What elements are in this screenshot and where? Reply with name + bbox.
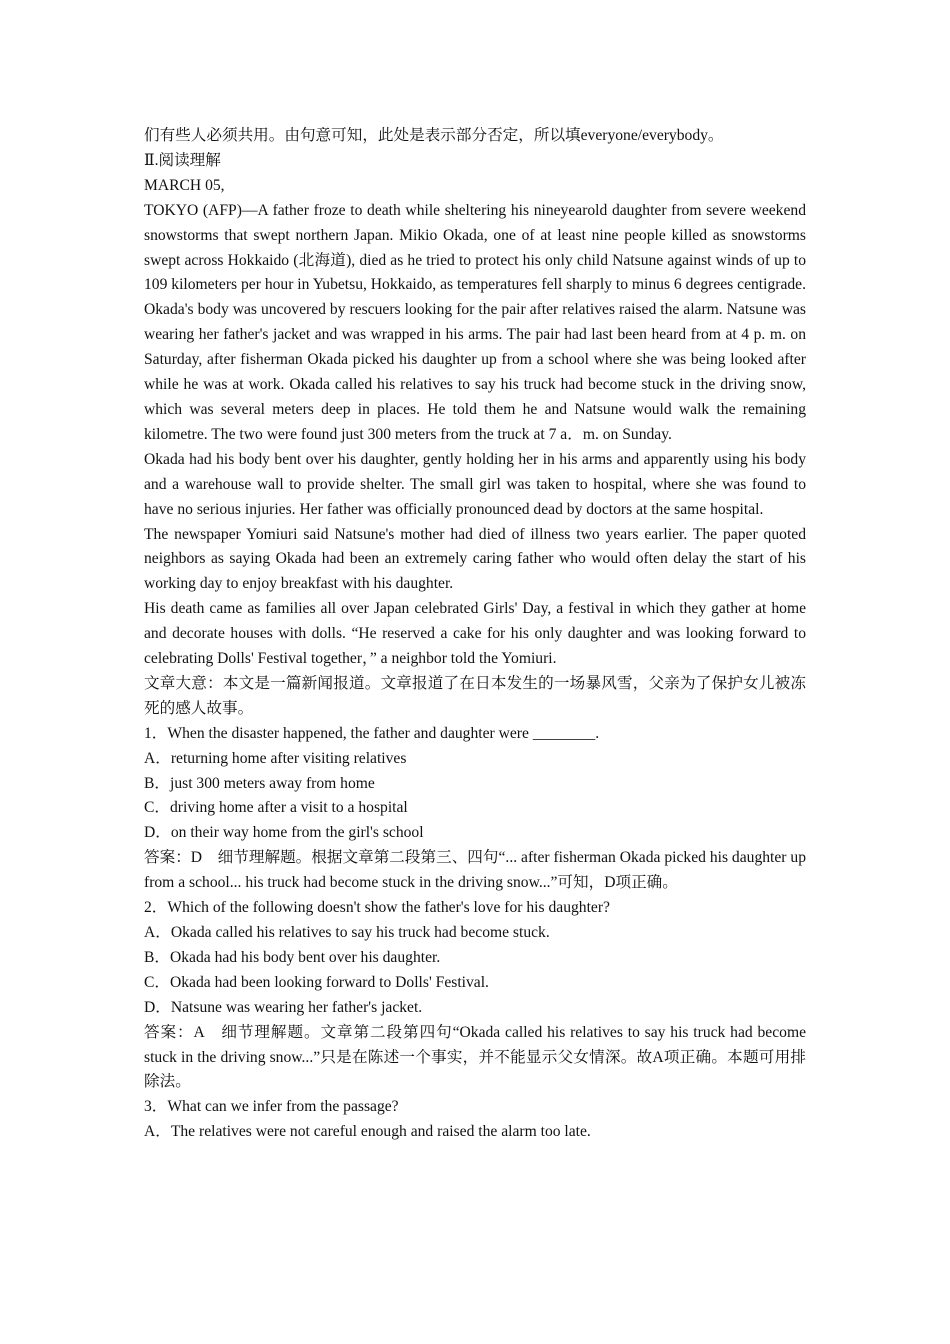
question-stem: 3．What can we infer from the passage?	[144, 1098, 399, 1116]
article-summary: 文章大意：本文是一篇新闻报道。文章报道了在日本发生的一场暴风雪，父亲为了保护女儿被冻死的感人故事。	[144, 674, 806, 717]
article-paragraph: Okada's body was uncovered by rescuers looking for the pair after relatives raised the alarm. Natsune was wearing her father's jacket and was wrapped in his arms. The pair had last been heard from at 4 p. m. on Saturday, after fisherman Okada picked his daughter up from a school where she was being looked after while he was at work. Okada called his relatives to say his truck had become stuck in the driving snow, which was several meters deep in places. He told them he and Natsune would walk the remaining kilometre. The two were found just 300 meters from the truck at 7 a．m. on Sunday.	[144, 301, 806, 443]
answer-option: A．Okada called his relatives to say his truck had become stuck.	[144, 924, 550, 941]
answer-option: D．on their way home from the girl's school	[144, 824, 424, 842]
question-stem: 1．When the disaster happened, the father and daughter were ________.	[144, 724, 600, 742]
question-stem: 2．Which of the following doesn't show the father's love for his daughter?	[144, 899, 610, 917]
answer-option: B．Okada had his body bent over his daughter.	[144, 948, 441, 966]
section-title: Ⅱ.阅读理解	[144, 151, 221, 169]
answer-option: C．driving home after a visit to a hospital	[144, 799, 408, 817]
article-paragraph: The newspaper Yomiuri said Natsune's mother had died of illness two years earlier. The paper quoted neighbors as saying Okada had been an extremely caring father who would often delay the start of his working day to enjoy breakfast with his daughter.	[144, 525, 806, 593]
answer-option: A．returning home after visiting relatives	[144, 749, 407, 767]
document-page	[144, 124, 806, 1145]
article-dateline: MARCH 05,	[144, 176, 225, 194]
answer-option: C．Okada had been looking forward to Dolls' Festival.	[144, 973, 489, 991]
answer-explanation: 答案：D 细节理解题。根据文章第二段第三、四句“... after fisherman Okada picked his daughter up from a school... his truck had become stuck in the driving snow...”可知，D项正确。	[144, 849, 806, 892]
answer-option: D．Natsune was wearing her father's jacket.	[144, 998, 423, 1016]
answer-option: A．The relatives were not careful enough and raised the alarm too late.	[144, 1123, 591, 1141]
article-paragraph: Okada had his body bent over his daughter, gently holding her in his arms and apparently using his body and a warehouse wall to provide shelter. The small girl was taken to hospital, where she was found to have no serious injuries. Her father was officially pronounced dead by doctors at the same hospital.	[144, 450, 806, 518]
continuation-text: 们有些人必须共用。由句意可知，此处是表示部分否定，所以填everyone/everybody。	[144, 127, 724, 144]
answer-option: B．just 300 meters away from home	[144, 774, 375, 792]
answer-explanation: 答案：A 细节理解题。文章第二段第四句“Okada called his relatives to say his truck had become stuck in the driving snow...”只是在陈述一个事实，并不能显示父女情深。故A项正确。本题可用排除法。	[144, 1023, 806, 1091]
article-paragraph: His death came as families all over Japan celebrated Girls' Day, a festival in which they gather at home and decorate houses with dolls. “He reserved a cake for his only daughter and was looking forward to celebrating Dolls' Festival together，” a neighbor told the Yomiuri.	[144, 600, 806, 668]
article-paragraph: TOKYO (AFP)—A father froze to death while sheltering his nineyearold daughter from severe weekend snowstorms that swept northern Japan. Mikio Okada, one of at least nine people killed as snowstorms swept across Hokkaido (北海道), died as he tried to protect his only child Natsune against winds of up to 109 kilometers per hour in Yubetsu, Hokkaido, as temperatures fell sharply to minus 6 degrees centigrade.	[144, 201, 806, 294]
